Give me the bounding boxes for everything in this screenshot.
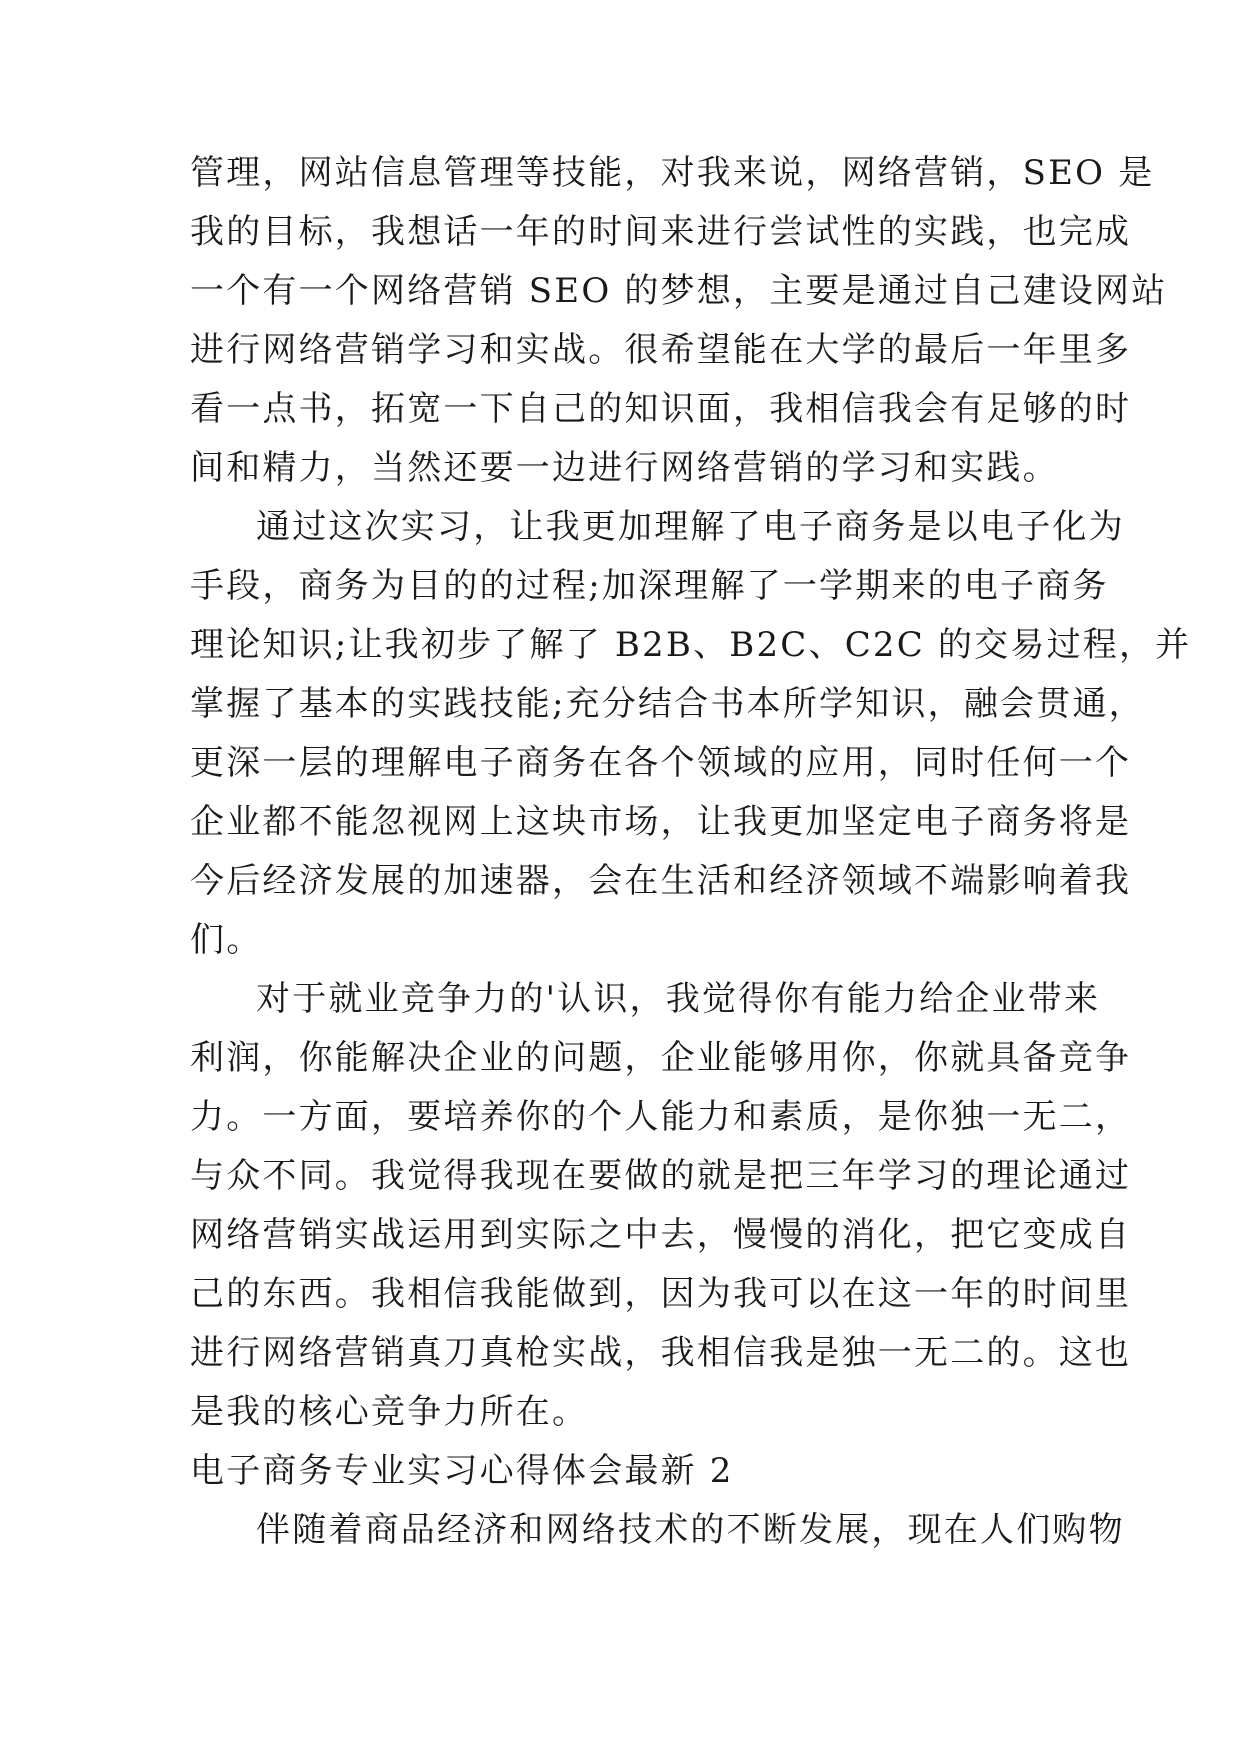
paragraph-line: 进行网络营销真刀真枪实战，我相信我是独一无二的。这也 xyxy=(190,1333,1132,1373)
paragraph-line: 们。 xyxy=(190,920,263,960)
paragraph-line: 伴随着商品经济和网络技术的不断发展，现在人们购物 xyxy=(256,1510,1125,1550)
section-heading: 电子商务专业实习心得体会最新 2 xyxy=(190,1451,734,1491)
paragraph-line: 对于就业竞争力的'认识，我觉得你有能力给企业带来 xyxy=(256,979,1101,1019)
paragraph-line: 更深一层的理解电子商务在各个领域的应用，同时任何一个 xyxy=(190,743,1132,783)
paragraph-line: 网络营销实战运用到实际之中去，慢慢的消化，把它变成自 xyxy=(190,1215,1132,1255)
paragraph-line: 间和精力，当然还要一边进行网络营销的学习和实践。 xyxy=(190,448,1059,488)
paragraph-line: 看一点书，拓宽一下自己的知识面，我相信我会有足够的时 xyxy=(190,389,1132,429)
paragraph-line: 手段，商务为目的的过程;加深理解了一学期来的电子商务 xyxy=(190,566,1109,606)
paragraph-line: 利润，你能解决企业的问题，企业能够用你，你就具备竞争 xyxy=(190,1038,1132,1078)
paragraph-line: 通过这次实习，让我更加理解了电子商务是以电子化为 xyxy=(256,507,1125,547)
paragraph-line: 理论知识;让我初步了解了 B2B、B2C、C2C 的交易过程，并 xyxy=(190,625,1192,665)
paragraph-line: 我的目标，我想话一年的时间来进行尝试性的实践，也完成 xyxy=(190,212,1132,252)
paragraph-line: 己的东西。我相信我能做到，因为我可以在这一年的时间里 xyxy=(190,1274,1132,1314)
paragraph-line: 力。一方面，要培养你的个人能力和素质，是你独一无二， xyxy=(190,1097,1132,1137)
paragraph-line: 掌握了基本的实践技能;充分结合书本所学知识，融会贯通， xyxy=(190,684,1145,724)
paragraph-line: 管理，网站信息管理等技能，对我来说，网络营销，SEO 是 xyxy=(190,153,1155,193)
paragraph-line: 是我的核心竞争力所在。 xyxy=(190,1392,589,1432)
paragraph-line: 与众不同。我觉得我现在要做的就是把三年学习的理论通过 xyxy=(190,1156,1132,1196)
paragraph-line: 企业都不能忽视网上这块市场，让我更加坚定电子商务将是 xyxy=(190,802,1132,842)
paragraph-line: 今后经济发展的加速器，会在生活和经济领域不端影响着我 xyxy=(190,861,1132,901)
paragraph-line: 进行网络营销学习和实战。很希望能在大学的最后一年里多 xyxy=(190,330,1132,370)
paragraph-line: 一个有一个网络营销 SEO 的梦想，主要是通过自己建设网站 xyxy=(190,271,1168,311)
